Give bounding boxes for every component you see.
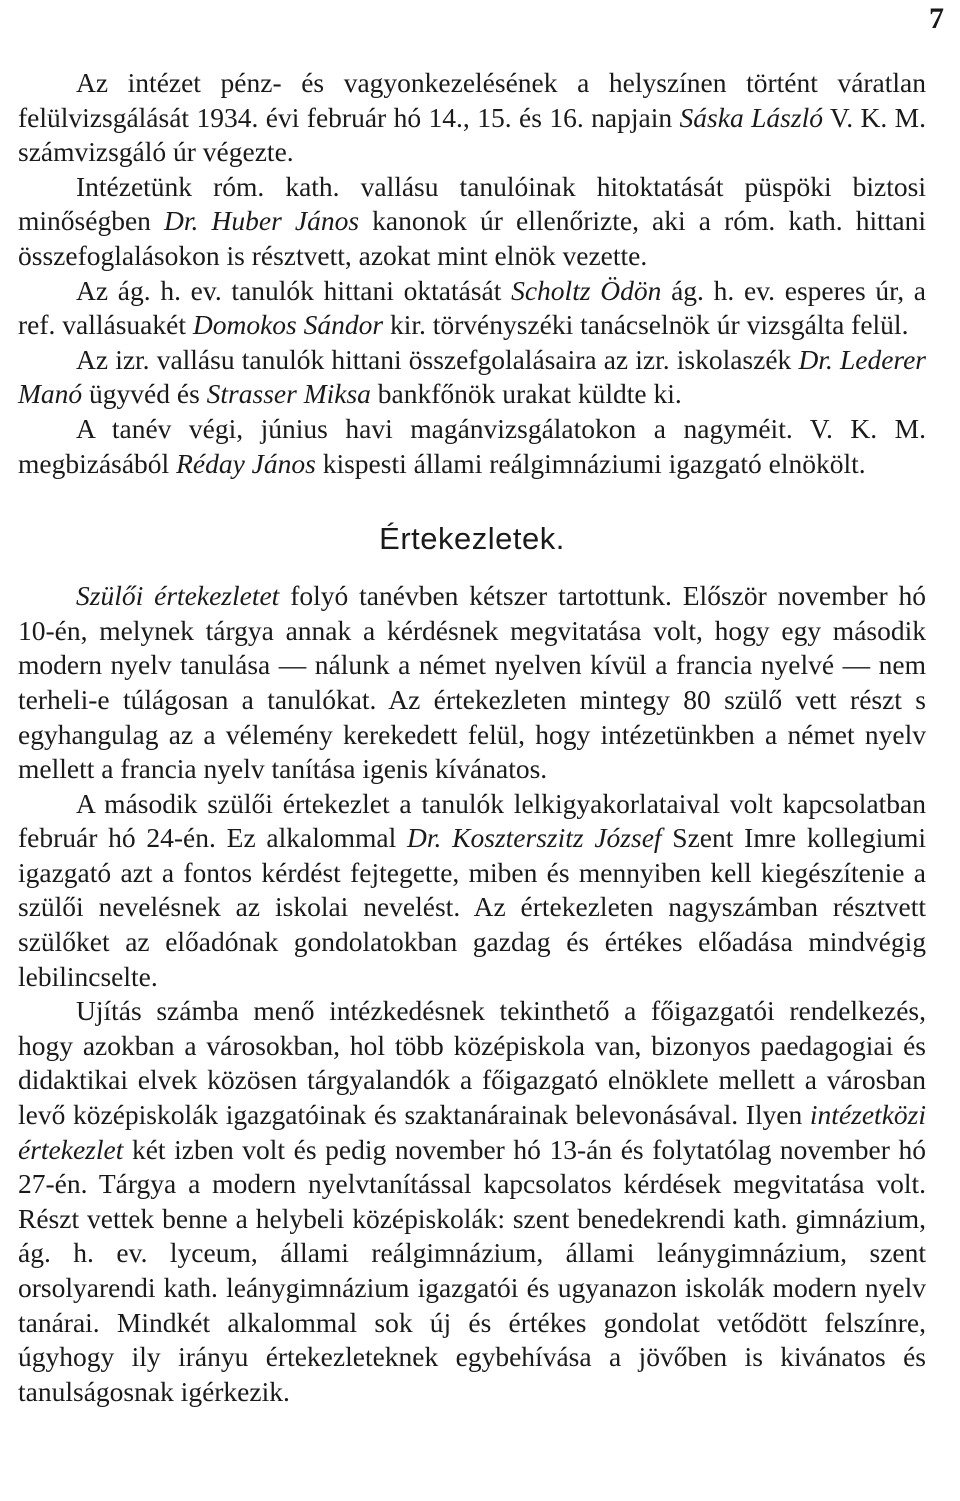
text-run: Az izr. vallásu tanulók hittani összefgolalásaira az izr. iskolaszék [76, 343, 799, 375]
text-run: ügyvéd és [82, 378, 207, 410]
paragraph [18, 994, 926, 1409]
text-run: kanonok úr ellenőrizte, aki a róm. kath. hittani összefoglalásokon is résztvett, azokat mint elnök vezette. [18, 205, 926, 271]
text-run: ág. h. ev. esperes úr, a ref. vallásuakét [18, 274, 926, 341]
paragraph [18, 412, 926, 481]
italic-name: Szülői értekezletet [76, 580, 280, 612]
paragraph [18, 274, 926, 343]
text-run: A második szülői értekezlet a tanulók lelkigyakorlataival volt kapcsolatban február hó 24-én. Ez alkalommal [18, 787, 926, 854]
text-run: folyó tanévben kétszer tartottunk. Először november hó 10-én, melynek tárgya annak a kérdésnek megvitatása volt, hogy egy második modern nyelv tanulása — nálunk a német nyelven kívül a francia nyelvé — nem terheli-e túlágosan a tanulókat. Az értekezleten mintegy 80 szülő vett részt s egyhangulag az a vélemény kerekedett felül, hogy intézetünkben a német nyelv mellett a francia nyelv tanítása igenis kívánatos. [18, 580, 926, 785]
report-section [18, 66, 926, 481]
page-body [18, 66, 926, 1409]
conferences-section [18, 579, 926, 1409]
text-run: kispesti állami reálgimnáziumi igazgató elnökölt. [315, 447, 866, 479]
text-run: Az ág. h. ev. tanulók hittani oktatását [76, 274, 512, 306]
section-heading: Értekezletek. [379, 521, 565, 557]
italic-name: Dr. Koszterszitz József [407, 822, 662, 854]
text-run: Az intézet pénz- és vagyonkezelésének a helyszínen történt váratlan felülvizsgálását 1934. évi február hó 14., 15. és 16. napjain [18, 67, 926, 133]
text-run: bankfőnök urakat küldte ki. [370, 378, 682, 410]
page-number: 7 [929, 2, 944, 35]
text-run: Szent Imre kollegiumi igazgató azt a fontos kérdést fejtegette, miben és mennyiben kell kiegészítenie a szülői nevelésnek az iskolai nevelést. Az értekezleten nagyszámban résztvett szülőket az előadónak gondolatokban gazdag és értékes előadása mindvégig lebilincselte. [18, 822, 926, 992]
italic-name: Dr. Lederer Manó [18, 343, 927, 410]
text-run: Intézetünk róm. kath. vallásu tanulóinak hitoktatását püspöki biztosi minőségben [18, 170, 926, 237]
paragraph [18, 66, 926, 170]
text-run: V. K. M. számvizsgáló úr végezte. [18, 101, 927, 168]
paragraph [18, 579, 926, 787]
paragraph [18, 343, 926, 412]
text-run: A tanév végi, június havi magánvizsgálatokon a nagyméit. V. K. M. megbizásából [18, 412, 926, 479]
italic-name: Réday János [176, 447, 316, 479]
italic-name: Sáska László [679, 101, 823, 133]
text-run: kir. törvényszéki tanácselnök úr vizsgálta felül. [383, 309, 909, 341]
italic-name: Scholtz Ödön [511, 274, 662, 306]
paragraph [18, 787, 926, 995]
italic-name: Strasser Miksa [206, 378, 371, 410]
paragraph [18, 170, 926, 274]
italic-name: intézetközi értekezlet [18, 1099, 926, 1165]
text-run: két izben volt és pedig november hó 13-án és folytatólag november hó 27-én. Tárgya a modern nyelvtanítással kapcsolatos kérdések megvitatása volt. Részt vettek benne a helybeli középiskolák: szent benedekrendi kath. gimnázium, ág. h. ev. lyceum, állami reálgimnázium, állami leánygimnázium, szent orsolyarendi kath. leánygimnázium igazgatói és ugyanazon iskolák modern nyelv tanárai. Mindkét alkalommal sok új és értékes gondolat vetődött felszínre, úgyhogy ily irányu értekezleteknek egybehívása a jövőben is kivánatos és tanulságosnak igérkezik. [18, 1133, 926, 1407]
text-run: Ujítás számba menő intézkedésnek tekinthető a főigazgatói rendelkezés, hogy azokban a városokban, hol több középiskola van, bizonyos paedagogiai és didaktikai elvek közösen tárgyalandók a főigazgató elnöklete mellett a városban levő középiskolák igazgatóinak és szaktanárainak belevonásával. Ilyen [18, 995, 926, 1131]
italic-name: Dr. Huber János [164, 205, 360, 237]
italic-name: Domokos Sándor [192, 309, 384, 341]
